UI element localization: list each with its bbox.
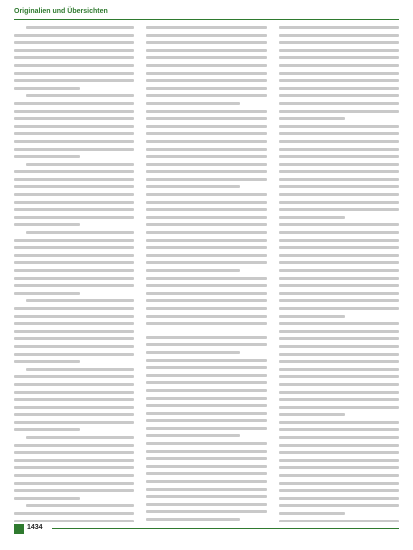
text-line-placeholder [279,201,399,204]
text-line-placeholder [279,87,399,90]
text-line-placeholder [14,102,134,105]
text-line-placeholder [14,421,134,424]
text-line-placeholder [146,359,266,362]
text-line-placeholder [14,482,134,485]
text-line-placeholder [279,261,399,264]
text-line-placeholder [279,41,399,44]
text-line-placeholder [279,489,399,492]
text-line-placeholder [279,421,399,424]
text-line-placeholder [279,436,399,439]
text-line-placeholder [14,413,134,416]
text-line-placeholder [146,330,266,336]
text-line-placeholder [14,254,134,257]
text-line-placeholder [279,375,399,378]
text-line-placeholder [26,26,134,29]
text-line-placeholder [14,391,134,394]
text-line-placeholder [146,26,266,29]
text-line-placeholder [279,193,399,196]
text-line-placeholder [26,94,134,97]
text-line-placeholder [146,465,266,468]
text-line-placeholder [146,450,266,453]
text-line-placeholder [26,436,134,439]
text-line-placeholder [146,427,266,430]
text-line-placeholder [279,185,399,188]
text-line-placeholder [146,343,266,346]
text-line-placeholder [146,87,266,90]
text-line-placeholder [146,292,266,295]
text-line-placeholder [279,474,399,477]
text-line-placeholder [279,117,345,120]
text-line-placeholder [146,155,266,158]
text-line-placeholder [14,375,134,378]
text-line-placeholder [279,391,399,394]
text-line-placeholder [279,246,399,249]
text-line-placeholder [146,170,266,173]
text-line-placeholder [279,337,399,340]
text-line-placeholder [146,72,266,75]
text-line-placeholder [146,254,266,257]
text-line-placeholder [14,216,134,219]
text-line-placeholder [146,307,266,310]
text-line-placeholder [146,79,266,82]
text-line-placeholder [146,381,266,384]
header-divider [14,19,399,20]
text-line-placeholder [279,383,399,386]
text-line-placeholder [279,482,399,485]
page-number: 1434 [27,524,43,531]
text-line-placeholder [146,117,266,120]
article-body [14,26,399,522]
text-line-placeholder [146,178,266,181]
text-line-placeholder [146,140,266,143]
text-line-placeholder [146,404,266,407]
text-line-placeholder [14,497,80,500]
text-line-placeholder [146,261,266,264]
text-line-placeholder [14,261,134,264]
text-line-placeholder [279,330,399,333]
text-line-placeholder [146,208,266,211]
text-line-placeholder [14,185,134,188]
text-line-placeholder [14,201,134,204]
text-line-placeholder [146,397,266,400]
text-line-placeholder [146,457,266,460]
text-line-placeholder [14,155,80,158]
text-line-placeholder [279,49,399,52]
text-line-placeholder [14,353,134,356]
text-line-placeholder [279,102,399,105]
text-line-placeholder [14,474,134,477]
text-line-placeholder [14,520,134,522]
text-line-placeholder [146,480,266,483]
text-line-placeholder [146,419,266,422]
text-line-placeholder [146,132,266,135]
text-line-placeholder [146,351,240,354]
text-line-placeholder [14,466,134,469]
text-line-placeholder [14,72,134,75]
text-line-placeholder [146,110,266,113]
text-line-placeholder [279,163,399,166]
text-line-placeholder [279,216,345,219]
text-line-placeholder [146,412,266,415]
text-line-placeholder [14,406,134,409]
text-line-placeholder [146,472,266,475]
text-line-placeholder [14,49,134,52]
text-line-placeholder [14,337,134,340]
text-line-placeholder [146,315,266,318]
text-line-placeholder [279,444,399,447]
text-line-placeholder [26,368,134,371]
text-line-placeholder [146,102,240,105]
text-line-placeholder [279,292,399,295]
text-line-placeholder [146,148,266,151]
section-label: Originalien und Übersichten [14,8,108,15]
text-line-placeholder [14,223,80,226]
text-line-placeholder [279,451,399,454]
text-line-placeholder [14,132,134,135]
text-line-placeholder [14,41,134,44]
text-line-placeholder [279,299,399,302]
text-line-placeholder [14,444,134,447]
text-line-placeholder [146,34,266,37]
text-line-placeholder [14,170,134,173]
text-line-placeholder [146,163,266,166]
text-line-placeholder [146,374,266,377]
text-line-placeholder [146,503,266,506]
text-line-placeholder [279,254,399,257]
text-line-placeholder [14,360,80,363]
text-line-placeholder [146,442,266,445]
text-line-placeholder [279,497,399,500]
text-line-placeholder [14,330,134,333]
text-line-placeholder [146,185,240,188]
text-line-placeholder [279,148,399,151]
text-line-placeholder [146,510,266,513]
text-line-placeholder [146,488,266,491]
text-line-placeholder [14,239,134,242]
text-line-placeholder [14,79,134,82]
text-line-placeholder [14,277,134,280]
text-line-placeholder [146,125,266,128]
text-line-placeholder [14,125,134,128]
text-line-placeholder [14,307,134,310]
text-line-placeholder [146,216,266,219]
text-line-placeholder [14,428,80,431]
text-line-placeholder [279,345,399,348]
text-line-placeholder [146,434,240,437]
text-line-placeholder [279,155,399,158]
text-line-placeholder [279,398,399,401]
text-line-placeholder [14,208,134,211]
text-line-placeholder [279,428,399,431]
text-line-placeholder [14,383,134,386]
text-line-placeholder [146,299,266,302]
text-line-placeholder [146,223,266,226]
text-line-placeholder [14,489,134,492]
text-line-placeholder [146,94,266,97]
text-line-placeholder [14,117,134,120]
text-line-placeholder [279,110,399,113]
text-line-placeholder [146,518,240,521]
text-line-placeholder [146,41,266,44]
text-line-placeholder [279,94,399,97]
text-line-placeholder [14,64,134,67]
text-line-placeholder [279,79,399,82]
text-line-placeholder [279,413,345,416]
text-line-placeholder [146,239,266,242]
text-line-placeholder [279,284,399,287]
text-line-placeholder [279,231,399,234]
text-line-placeholder [279,64,399,67]
text-line-placeholder [279,307,399,310]
text-line-placeholder [26,231,134,234]
text-line-placeholder [279,277,399,280]
text-line-placeholder [279,520,399,522]
text-line-placeholder [279,269,399,272]
text-line-placeholder [146,277,266,280]
text-line-placeholder [14,284,134,287]
text-line-placeholder [146,193,266,196]
text-line-placeholder [279,322,399,325]
text-line-placeholder [14,34,134,37]
text-line-placeholder [279,26,399,29]
text-line-placeholder [14,56,134,59]
text-line-placeholder [14,451,134,454]
text-line-placeholder [279,353,399,356]
text-line-placeholder [14,178,134,181]
column-3 [279,26,399,522]
text-line-placeholder [279,56,399,59]
text-line-placeholder [14,459,134,462]
text-line-placeholder [14,292,80,295]
text-line-placeholder [14,193,134,196]
text-line-placeholder [146,56,266,59]
text-line-placeholder [279,34,399,37]
text-line-placeholder [14,110,134,113]
text-line-placeholder [14,345,134,348]
text-line-placeholder [146,366,266,369]
text-line-placeholder [14,315,134,318]
text-line-placeholder [14,246,134,249]
text-line-placeholder [14,140,134,143]
text-line-placeholder [146,284,266,287]
text-line-placeholder [146,201,266,204]
text-line-placeholder [279,466,399,469]
text-line-placeholder [279,512,345,515]
text-line-placeholder [146,495,266,498]
text-line-placeholder [279,504,399,507]
text-line-placeholder [14,512,134,515]
text-line-placeholder [279,72,399,75]
text-line-placeholder [14,269,134,272]
text-line-placeholder [26,299,134,302]
text-line-placeholder [279,132,399,135]
text-line-placeholder [279,223,399,226]
text-line-placeholder [146,269,240,272]
text-line-placeholder [279,360,399,363]
text-line-placeholder [146,231,266,234]
text-line-placeholder [14,87,80,90]
text-line-placeholder [279,406,399,409]
text-line-placeholder [279,140,399,143]
footer-divider [52,528,399,529]
text-line-placeholder [279,239,399,242]
text-line-placeholder [146,322,266,325]
footer-accent-bar [14,524,24,534]
text-line-placeholder [279,178,399,181]
column-2 [146,26,266,522]
text-line-placeholder [279,170,399,173]
text-line-placeholder [279,368,399,371]
text-line-placeholder [14,148,134,151]
text-line-placeholder [146,389,266,392]
text-line-placeholder [146,336,266,339]
text-line-placeholder [279,459,399,462]
text-line-placeholder [146,246,266,249]
text-line-placeholder [146,64,266,67]
text-line-placeholder [279,125,399,128]
text-line-placeholder [14,398,134,401]
text-line-placeholder [279,208,399,211]
text-line-placeholder [26,163,134,166]
text-line-placeholder [26,504,134,507]
text-line-placeholder [14,322,134,325]
text-line-placeholder [146,49,266,52]
column-1 [14,26,134,522]
text-line-placeholder [279,315,345,318]
